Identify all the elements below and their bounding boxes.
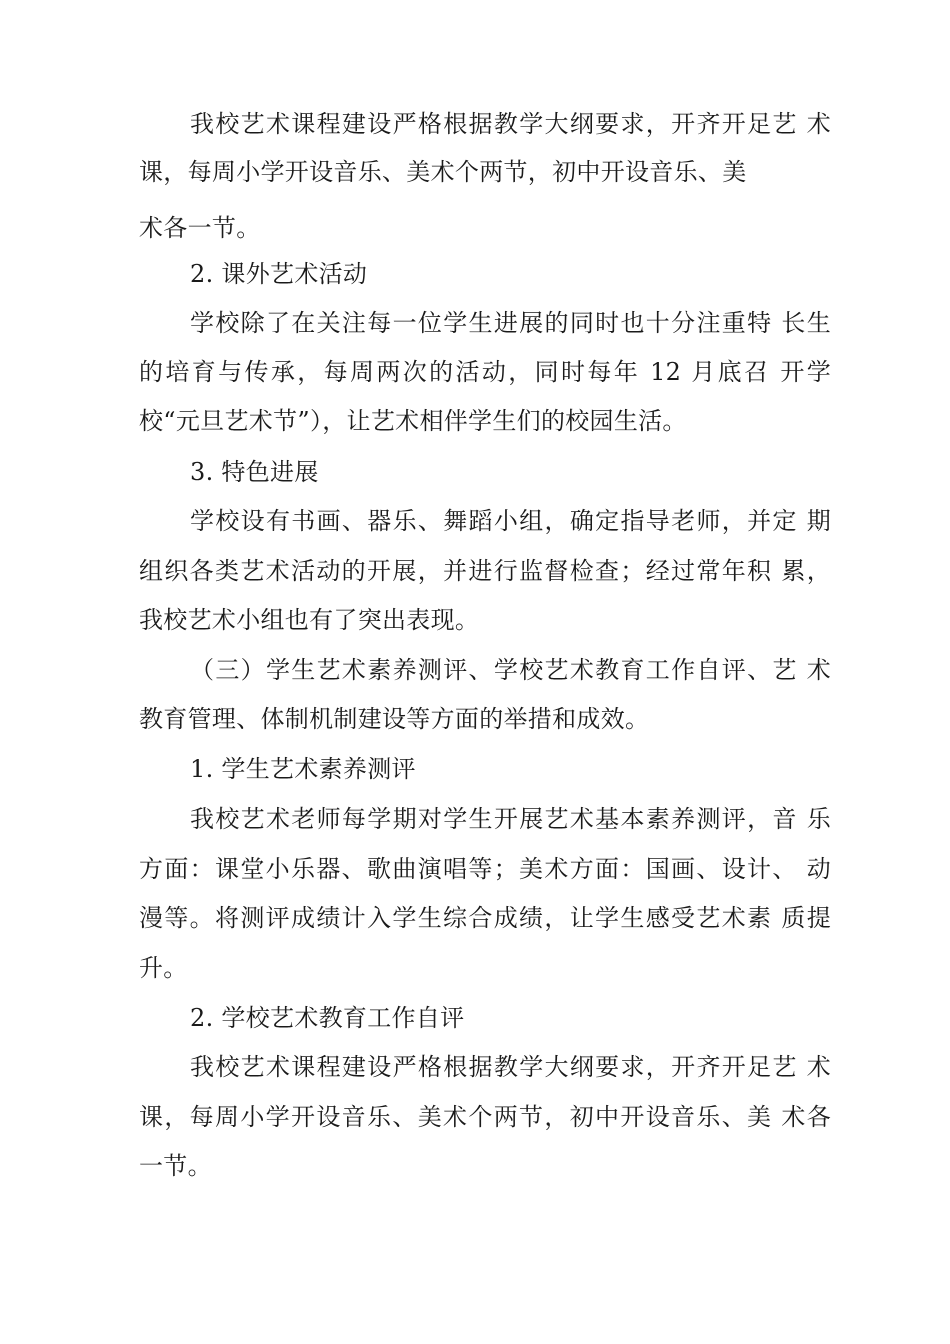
paragraph-line: 校“元旦艺术节”），让艺术相伴学生们的校园生活。 [139, 407, 687, 435]
paragraph-line: 我校艺术老师每学期对学生开展艺术基本素养测评，音 乐 [190, 805, 831, 833]
paragraph-line: 的培育与传承，每周两次的活动，同时每年 12 月底召 开学 [139, 358, 831, 386]
section-heading: 3. 特色进展 [190, 458, 319, 486]
paragraph-line: 组织各类艺术活动的开展，并进行监督检查；经过常年积 累， [139, 557, 831, 585]
section-heading: （三）学生艺术素养测评、学校艺术教育工作自评、艺 术 [190, 656, 831, 684]
paragraph-line: 漫等。将测评成绩计入学生综合成绩，让学生感受艺术素 质提 [139, 904, 831, 932]
paragraph-line: 学校除了在关注每一位学生进展的同时也十分注重特 长生 [190, 309, 831, 337]
section-heading: 教育管理、体制机制建设等方面的举措和成效。 [139, 705, 650, 733]
paragraph-line: 学校设有书画、器乐、舞蹈小组，确定指导老师，并定 期 [190, 507, 831, 535]
paragraph-line: 我校艺术课程建设严格根据教学大纲要求，开齐开足艺 术 [190, 1053, 831, 1081]
paragraph-line: 方面：课堂小乐器、歌曲演唱等；美术方面：国画、设计、 动 [139, 855, 831, 883]
paragraph-line: 术各一节。 [139, 214, 261, 242]
section-heading: 2. 学校艺术教育工作自评 [190, 1004, 465, 1032]
section-heading: 2. 课外艺术活动 [190, 260, 368, 288]
section-heading: 1. 学生艺术素养测评 [190, 755, 416, 783]
paragraph-line: 一节。 [139, 1152, 212, 1180]
paragraph-line: 我校艺术小组也有了突出表现。 [139, 606, 480, 634]
paragraph-line: 课，每周小学开设音乐、美术个两节，初中开设音乐、美 术各 [139, 1103, 831, 1131]
paragraph-line: 我校艺术课程建设严格根据教学大纲要求，开齐开足艺 术 [190, 110, 831, 138]
paragraph-line: 课，每周小学开设音乐、美术个两节，初中开设音乐、美 [139, 158, 747, 186]
paragraph-line: 升。 [139, 954, 188, 982]
